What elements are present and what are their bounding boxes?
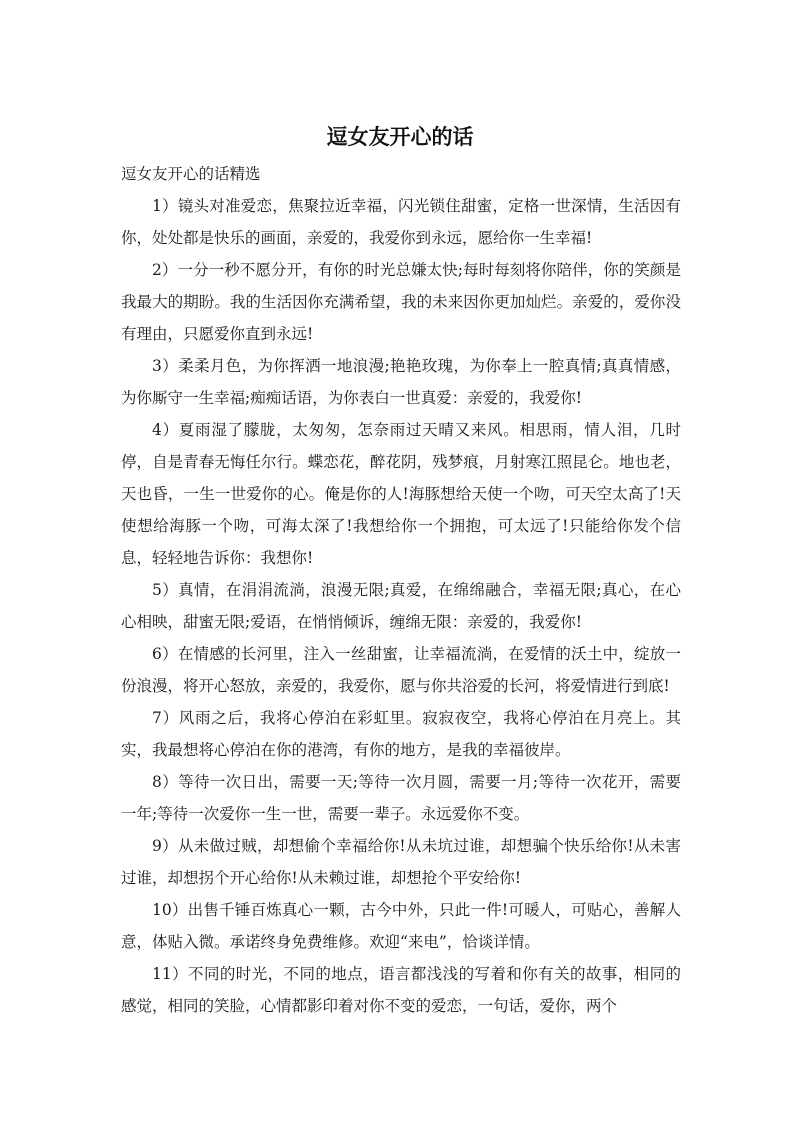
paragraph-10: 10）出售千锤百炼真心一颗，古今中外，只此一件!可暖人，可贴心，善解人意，体贴入微。承诺终身免费维修。欢迎“来电”，恰谈详情。 — [121, 901, 681, 951]
paragraph-8: 8）等待一次日出，需要一天;等待一次月圆，需要一月;等待一次花开，需要一年;等待一次爱你一生一世，需要一辈子。永远爱你不变。 — [121, 773, 681, 823]
paragraph-6: 6）在情感的长河里，注入一丝甜蜜，让幸福流淌，在爱情的沃土中，绽放一份浪漫，将开心怒放，亲爱的，我爱你，愿与你共浴爱的长河，将爱情进行到底! — [121, 645, 681, 695]
document-body — [121, 158, 681, 1022]
paragraph-11: 11）不同的时光，不同的地点，语言都浅浅的写着和你有关的故事，相同的感觉，相同的笑脸，心情都影印着对你不变的爱恋，一句话，爱你，两个 — [121, 965, 681, 1015]
paragraph-2: 2）一分一秒不愿分开，有你的时光总嫌太快;每时每刻将你陪伴，你的笑颜是我最大的期盼。我的生活因你充满希望，我的未来因你更加灿烂。亲爱的，爱你没有理由，只愿爱你直到永远! — [121, 261, 681, 343]
page-title: 逗女友开心的话 — [326, 125, 474, 149]
section-subtitle: 逗女友开心的话精选 — [121, 165, 261, 183]
paragraph-3: 3）柔柔月色，为你挥洒一地浪漫;艳艳玫瑰，为你奉上一腔真情;真真情感，为你厮守一生幸福;痴痴话语，为你表白一世真爱：亲爱的，我爱你! — [121, 357, 681, 407]
paragraph-7: 7）风雨之后，我将心停泊在彩虹里。寂寂夜空，我将心停泊在月亮上。其实，我最想将心停泊在你的港湾，有你的地方，是我的幸福彼岸。 — [121, 709, 681, 759]
paragraph-4: 4）夏雨湿了朦胧，太匆匆，怎奈雨过天晴又来风。相思雨，情人泪，几时停，自是青春无悔任尔行。蝶恋花，醉花阴，残梦痕，月射寒江照昆仑。地也老，天也昏，一生一世爱你的心。俺是你的人!海豚想给天使一个吻，可天空太高了!天使想给海豚一个吻，可海太深了!我想给你一个拥抱，可太远了!只能给你发个信息，轻轻地告诉你：我想你! — [121, 421, 681, 567]
paragraph-5: 5）真情，在涓涓流淌，浪漫无限;真爱，在绵绵融合，幸福无限;真心，在心心相映，甜蜜无限;爱语，在悄悄倾诉，缠绵无限：亲爱的，我爱你! — [121, 581, 681, 631]
paragraph-1: 1）镜头对准爱恋，焦聚拉近幸福，闪光锁住甜蜜，定格一世深情，生活因有你，处处都是快乐的画面，亲爱的，我爱你到永远，愿给你一生幸福! — [121, 197, 681, 247]
paragraph-9: 9）从未做过贼，却想偷个幸福给你!从未坑过谁，却想骗个快乐给你!从未害过谁，却想拐个开心给你!从未赖过谁，却想抢个平安给你! — [121, 837, 681, 887]
